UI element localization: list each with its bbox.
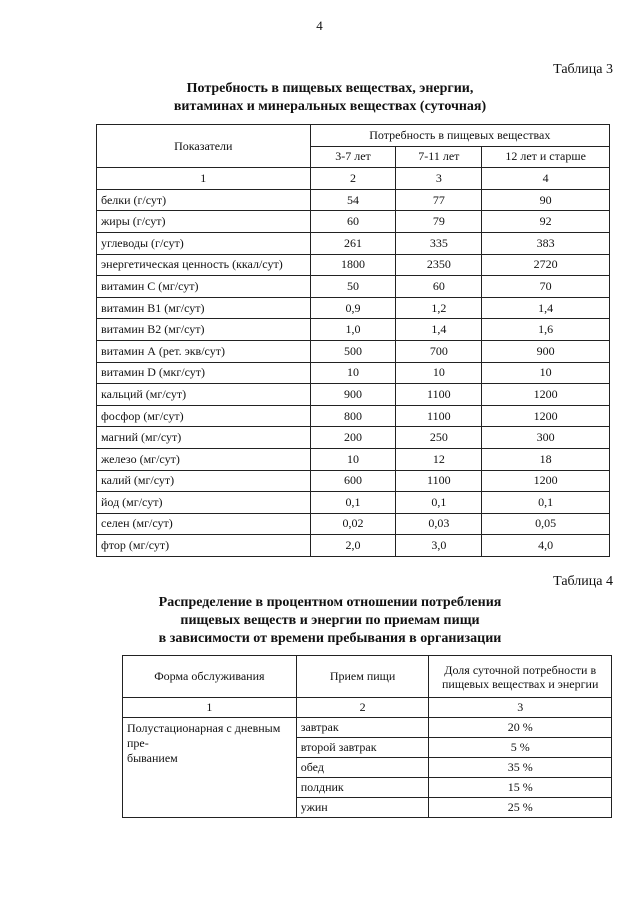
nutrient-name: витамин С (мг/сут): [97, 276, 311, 298]
value-7-11: 1,2: [396, 297, 482, 319]
value-3-7: 800: [310, 405, 396, 427]
value-3-7: 10: [310, 448, 396, 470]
value-7-11: 1100: [396, 384, 482, 406]
table4-header-share-line-1: Доля суточной потребности в: [444, 662, 597, 677]
value-3-7: 900: [310, 384, 396, 406]
table3-row: [97, 211, 610, 233]
meal-share: 35 %: [429, 758, 612, 778]
value-7-11: 0,03: [396, 513, 482, 535]
value-3-7: 0,02: [310, 513, 396, 535]
value-7-11: 335: [396, 232, 482, 254]
table3-title-line-1: Потребность в пищевых веществах, энергии,: [186, 81, 474, 96]
table3-row: [97, 427, 610, 449]
table4-label: Таблица 4: [553, 574, 613, 589]
meal-name: обед: [296, 758, 429, 778]
nutrient-name: витамин D (мкг/сут): [97, 362, 311, 384]
nutrient-name: жиры (г/сут): [97, 211, 311, 233]
value-12-plus: 0,05: [482, 513, 610, 535]
table4-numbering-row: [123, 698, 612, 718]
value-12-plus: 383: [482, 232, 610, 254]
nutrient-name: йод (мг/сут): [97, 492, 311, 514]
table3-age-12-plus: 12 лет и старше: [482, 146, 610, 168]
value-7-11: 1,4: [396, 319, 482, 341]
table4-title-line-1: Распределение в процентном отношении потребления: [158, 595, 502, 610]
value-7-11: 1100: [396, 470, 482, 492]
value-7-11: 10: [396, 362, 482, 384]
value-12-plus: 1200: [482, 405, 610, 427]
table3-row: [97, 362, 610, 384]
nutrient-name: энергетическая ценность (ккал/сут): [97, 254, 311, 276]
value-3-7: 600: [310, 470, 396, 492]
value-3-7: 1,0: [310, 319, 396, 341]
table4-header-row: [123, 656, 612, 698]
value-7-11: 12: [396, 448, 482, 470]
nutrient-needs-table: [96, 124, 610, 557]
table3-age-7-11: 7-11 лет: [396, 146, 482, 168]
value-12-plus: 10: [482, 362, 610, 384]
meal-share: 20 %: [429, 718, 612, 738]
value-12-plus: 2720: [482, 254, 610, 276]
nutrient-name: белки (г/сут): [97, 189, 311, 211]
service-form-line-2: быванием: [127, 751, 178, 765]
table3-row: [97, 276, 610, 298]
meal-name: полдник: [296, 778, 429, 798]
meal-share: 25 %: [429, 798, 612, 818]
value-7-11: 2350: [396, 254, 482, 276]
value-12-plus: 18: [482, 448, 610, 470]
value-3-7: 50: [310, 276, 396, 298]
table3-row: [97, 535, 610, 557]
value-3-7: 1800: [310, 254, 396, 276]
table3-title: [130, 80, 530, 116]
nutrient-name: витамин В1 (мг/сут): [97, 297, 311, 319]
value-7-11: 3,0: [396, 535, 482, 557]
value-3-7: 0,1: [310, 492, 396, 514]
value-7-11: 77: [396, 189, 482, 211]
value-12-plus: 1200: [482, 470, 610, 492]
value-3-7: 60: [310, 211, 396, 233]
nutrient-name: фтор (мг/сут): [97, 535, 311, 557]
meal-distribution-table: [122, 655, 612, 818]
table3-row: [97, 470, 610, 492]
table4-col-number-2: 2: [296, 698, 429, 718]
meal-share: 5 %: [429, 738, 612, 758]
page-number: 4: [316, 18, 323, 33]
nutrient-name: кальций (мг/сут): [97, 384, 311, 406]
nutrient-name: углеводы (г/сут): [97, 232, 311, 254]
table3-row: [97, 340, 610, 362]
value-12-plus: 300: [482, 427, 610, 449]
table3-header-indicators: Показатели: [97, 125, 311, 168]
table3-row: [97, 405, 610, 427]
table4-header-meal: Прием пищи: [296, 656, 429, 698]
value-12-plus: 1200: [482, 384, 610, 406]
value-7-11: 700: [396, 340, 482, 362]
value-3-7: 2,0: [310, 535, 396, 557]
table3-col-number-3: 3: [396, 168, 482, 190]
table4-row: [123, 718, 612, 738]
value-12-plus: 1,6: [482, 319, 610, 341]
table3-row: [97, 232, 610, 254]
value-3-7: 54: [310, 189, 396, 211]
value-7-11: 79: [396, 211, 482, 233]
table3-row: [97, 297, 610, 319]
table3-row: [97, 319, 610, 341]
table4-header-share-line-2: пищевых веществах и энергии: [441, 676, 599, 691]
value-12-plus: 0,1: [482, 492, 610, 514]
value-12-plus: 90: [482, 189, 610, 211]
nutrient-name: магний (мг/сут): [97, 427, 311, 449]
value-3-7: 261: [310, 232, 396, 254]
meal-name: ужин: [296, 798, 429, 818]
table3-header-row: [97, 125, 610, 147]
table4-header-form: Форма обслуживания: [123, 656, 297, 698]
meal-name: завтрак: [296, 718, 429, 738]
value-7-11: 250: [396, 427, 482, 449]
table4-col-number-1: 1: [123, 698, 297, 718]
nutrient-name: селен (мг/сут): [97, 513, 311, 535]
table4-title: [130, 594, 530, 648]
value-3-7: 0,9: [310, 297, 396, 319]
service-form: [123, 718, 297, 818]
value-12-plus: 4,0: [482, 535, 610, 557]
table3-row: [97, 384, 610, 406]
table3-title-line-2: витаминах и минеральных веществах (суточная): [173, 99, 487, 114]
value-7-11: 1100: [396, 405, 482, 427]
value-7-11: 0,1: [396, 492, 482, 514]
service-form-line-1: Полустационарная с дневным пре-: [127, 721, 281, 750]
value-12-plus: 1,4: [482, 297, 610, 319]
table4-col-number-3: 3: [429, 698, 612, 718]
nutrient-name: железо (мг/сут): [97, 448, 311, 470]
table3-row: [97, 189, 610, 211]
table4-title-line-2: пищевых веществ и энергии по приемам пищи: [180, 613, 480, 628]
meal-name: второй завтрак: [296, 738, 429, 758]
table4-header-share: [429, 656, 612, 698]
nutrient-name: калий (мг/сут): [97, 470, 311, 492]
nutrient-name: витамин В2 (мг/сут): [97, 319, 311, 341]
value-12-plus: 70: [482, 276, 610, 298]
value-3-7: 200: [310, 427, 396, 449]
table3-numbering-row: [97, 168, 610, 190]
table3-age-3-7: 3-7 лет: [310, 146, 396, 168]
meal-share: 15 %: [429, 778, 612, 798]
value-3-7: 10: [310, 362, 396, 384]
table3-label: Таблица 3: [553, 62, 613, 77]
table3-header-need: Потребность в пищевых веществах: [310, 125, 609, 147]
value-3-7: 500: [310, 340, 396, 362]
table3-row: [97, 254, 610, 276]
value-12-plus: 92: [482, 211, 610, 233]
nutrient-name: фосфор (мг/сут): [97, 405, 311, 427]
table3-col-number-4: 4: [482, 168, 610, 190]
table3-row: [97, 492, 610, 514]
table3-row: [97, 448, 610, 470]
nutrient-name: витамин А (рет. экв/сут): [97, 340, 311, 362]
value-7-11: 60: [396, 276, 482, 298]
table4-title-line-3: в зависимости от времени пребывания в организации: [158, 631, 502, 646]
value-12-plus: 900: [482, 340, 610, 362]
table3-row: [97, 513, 610, 535]
table3-col-number-2: 2: [310, 168, 396, 190]
table3-col-number-1: 1: [97, 168, 311, 190]
